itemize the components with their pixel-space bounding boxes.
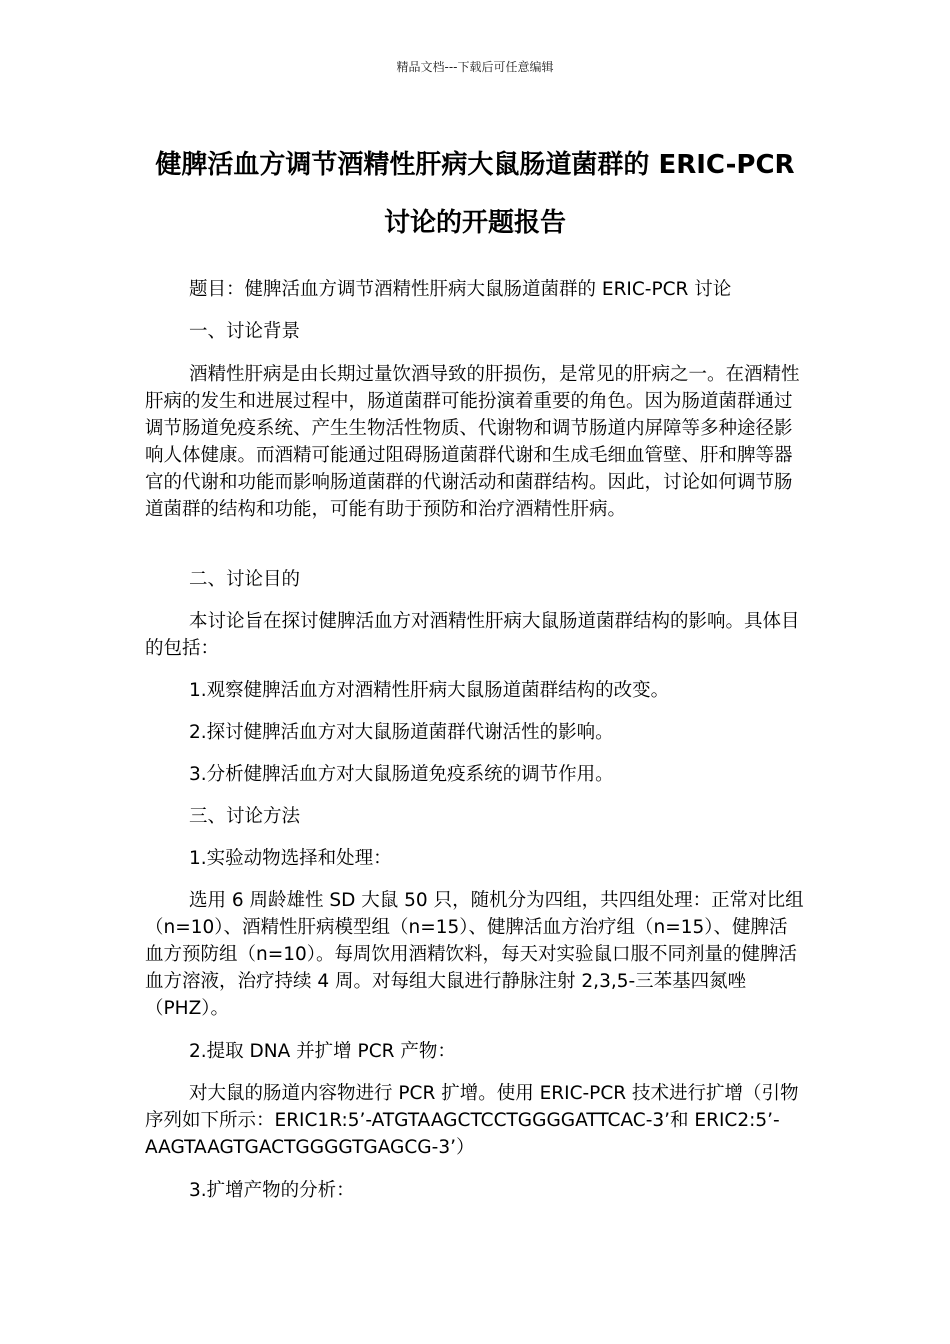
method-heading-2: 2.提取 DNA 并扩增 PCR 产物： [189, 1041, 456, 1062]
topic-line: 题目：健脾活血方调节酒精性肝病大鼠肠道菌群的 ERIC-PCR 讨论 [189, 279, 732, 300]
purpose-paragraph: 本讨论旨在探讨健脾活血方对酒精性肝病大鼠肠道菌群结构的影响。具体目的包括： [145, 611, 800, 659]
method-paragraph-1: 选用 6 周龄雄性 SD 大鼠 50 只，随机分为四组，共四组处理：正常对比组（n=10）、酒精性肝病模型组（n=15）、健脾活血方治疗组（n=15）、健脾活血方预防组（n=10）。每周饮用酒精饮料，每天对实验鼠口服不同剂量的健脾活血方溶液，治疗持续 4 周。对每组大鼠进行静脉注射 2,3,5-三苯基四氮唑（PHZ）。 [145, 890, 804, 1019]
document-title: 健脾活血方调节酒精性肝病大鼠肠道菌群的 ERIC-PCR 讨论的开题报告 [155, 150, 795, 238]
aim-item-3: 3.分析健脾活血方对大鼠肠道免疫系统的调节作用。 [189, 764, 614, 785]
page-header: 精品文档---下载后可任意编辑 [396, 60, 554, 74]
method-heading-1: 1.实验动物选择和处理： [189, 848, 392, 869]
method-heading-3: 3.扩增产物的分析： [189, 1180, 355, 1201]
section-heading-background: 一、讨论背景 [189, 321, 301, 342]
section-heading-purpose: 二、讨论目的 [189, 569, 301, 590]
method-paragraph-2: 对大鼠的肠道内容物进行 PCR 扩增。使用 ERIC-PCR 技术进行扩增（引物序列如下所示：ERIC1R:5’-ATGTAAGCTCCTGGGGATTCAC-3’和 ERIC2:5’-AAGTAAGTGACTGGGGTGAGCG-3’） [145, 1083, 799, 1158]
background-paragraph: 酒精性肝病是由长期过量饮酒导致的肝损伤，是常见的肝病之一。在酒精性肝病的发生和进展过程中，肠道菌群可能扮演着重要的角色。因为肠道菌群通过调节肠道免疫系统、产生生物活性物质、代谢物和调节肠道内屏障等多种途径影响人体健康。而酒精可能通过阻碍肠道菌群代谢和生成毛细血管壁、肝和脾等器官的代谢和功能而影响肠道菌群的代谢活动和菌群结构。因此，讨论如何调节肠道菌群的结构和功能，可能有助于预防和治疗酒精性肝病。 [145, 364, 800, 520]
aim-item-1: 1.观察健脾活血方对酒精性肝病大鼠肠道菌群结构的改变。 [189, 680, 670, 701]
section-heading-methods: 三、讨论方法 [189, 806, 301, 827]
aim-item-2: 2.探讨健脾活血方对大鼠肠道菌群代谢活性的影响。 [189, 722, 614, 743]
